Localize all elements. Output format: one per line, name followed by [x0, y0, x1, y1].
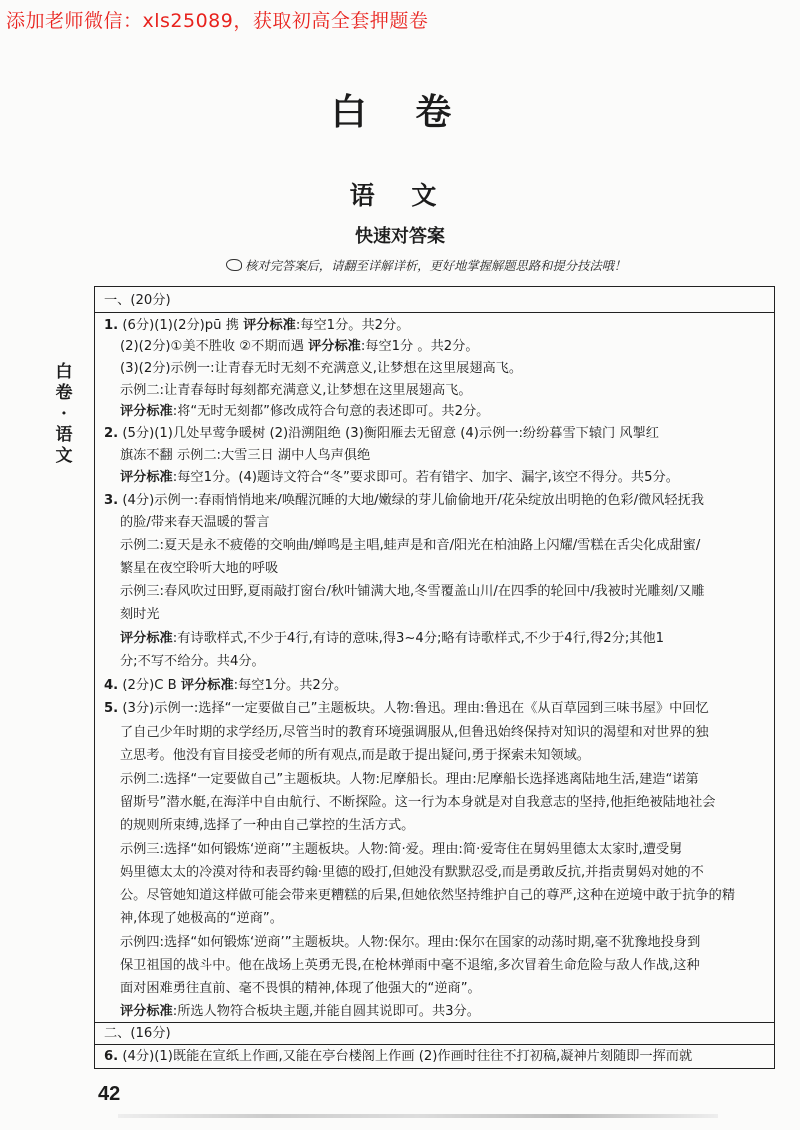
line-text: (6分)(1)(2分)pū 携 [122, 318, 244, 333]
line-text: :每空1分。(4)题诗文符合“冬”要求即可。若有错字、加字、漏字,该空不得分。共5分。 [172, 470, 679, 485]
answer-line [104, 677, 347, 695]
scoring-label: 评分标准 [308, 339, 361, 354]
answer-line: 留斯号”潜水艇,在海洋中自由航行、不断探险。这一行为本身就是对自我意志的坚持,他拒绝被陆地社会 [120, 795, 716, 810]
side-tab-char: 语 [55, 425, 73, 445]
answer-line: 立思考。他没有盲目接受老师的所有观点,而是敢于提出疑问,勇于探索未知领域。 [120, 748, 590, 763]
answer-line: 神,体现了她极高的“逆商”。 [120, 911, 283, 926]
answer-line [120, 469, 679, 487]
side-tab-char: 卷 [55, 383, 73, 403]
answer-line: 了自己少年时期的求学经历,尽管当时的教育环境强调服从,但鲁迅始终保持对知识的渴望和对世界的独 [120, 725, 709, 740]
answer-line [120, 338, 479, 356]
answer-line: 旗冻不翻 示例二:大雪三日 湖中人鸟声俱绝 [120, 448, 371, 463]
answer-line [104, 492, 704, 510]
answer-line [104, 425, 659, 443]
answer-line: 刻时光 [120, 607, 160, 622]
question-number: 5. [104, 701, 119, 716]
line-text: :有诗歌样式,不少于4行,有诗的意味,得3~4分;略有诗歌样式,不少于4行,得2分;其他1 [172, 631, 665, 646]
question-number: 2. [104, 426, 119, 441]
section-divider [94, 312, 775, 313]
side-tab-char: · [61, 404, 67, 424]
answer-line: (3)(2分)示例一:让青春无时无刻不充满意义,让梦想在这里展翅高飞。 [120, 361, 523, 376]
answer-line: 示例四:选择“如何锻炼‘逆商’”主题板块。人物:保尔。理由:保尔在国家的动荡时期,毫不犹豫地投身到 [120, 935, 701, 950]
answer-line [104, 1048, 692, 1066]
answers-title: 快速对答案 [355, 226, 445, 247]
scoring-label: 评分标准 [243, 318, 296, 333]
answer-line: 示例三:选择“如何锻炼‘逆商’”主题板块。人物:简·爱。理由:简·爱寄住在舅妈里德太太家时,遭受舅 [120, 842, 683, 857]
main-title: 白 卷 [330, 91, 470, 133]
line-text: :每空1分。共2分。 [233, 678, 348, 693]
answer-line [104, 317, 409, 335]
question-number: 4. [104, 678, 119, 693]
side-tab-char: 白 [55, 362, 73, 382]
answer-line [120, 1003, 480, 1021]
line-text: (5分)(1)几处早莺争暖树 (2)沿溯阻绝 (3)衡阳雁去无留意 (4)示例一:纷纷暮雪下辕门 风掣红 [122, 426, 659, 441]
answer-line: 的脸/带来春天温暖的誓言 [120, 515, 270, 530]
scoring-label: 评分标准 [180, 678, 234, 693]
side-tab-char: 文 [55, 446, 73, 466]
line-text: (2)(2分)①美不胜收 ②不期而遇 [120, 339, 309, 354]
subject-title: 语 文 [349, 181, 451, 210]
answer-line: 面对困难勇往直前、毫不畏惧的精神,体现了他强大的“逆商”。 [120, 981, 481, 996]
line-text: (2分)C B [122, 678, 181, 693]
line-text: :将“无时无刻都”修改成符合句意的表述即可。共2分。 [172, 404, 490, 419]
footer-strip [118, 1114, 718, 1118]
answer-line: 的规则所束缚,选择了一种由自己掌控的生活方式。 [120, 818, 415, 833]
scoring-label: 评分标准 [120, 470, 173, 485]
answer-line: 分;不写不给分。共4分。 [120, 654, 265, 669]
answer-line: 示例三:春风吹过田野,夏雨敲打窗台/秋叶铺满大地,冬雪覆盖山川/在四季的轮回中/我被时光雕刻/又雕 [120, 584, 705, 599]
question-number: 6. [104, 1049, 119, 1064]
line-text: (4分)(1)既能在宣纸上作画,又能在亭台楼阁上作画 (2)作画时往往不打初稿,凝神片刻随即一挥而就 [122, 1049, 693, 1064]
question-number: 1. [104, 318, 119, 333]
line-text: :所选人物符合板块主题,并能自圆其说即可。共3分。 [172, 1004, 480, 1019]
scoring-label: 评分标准 [120, 1004, 173, 1019]
line-text: (4分)示例一:春雨悄悄地来/唤醒沉睡的大地/嫩绿的芽儿偷偷地开/花朵绽放出明艳的色彩/微风轻抚我 [122, 493, 704, 508]
answer-line [120, 403, 489, 421]
answer-line: 妈里德太太的冷漠对待和表哥约翰·里德的殴打,但她没有默默忍受,而是勇敢反抗,并指责舅妈对她的不 [120, 865, 704, 880]
answer-line: 示例二:选择“一定要做自己”主题板块。人物:尼摩船长。理由:尼摩船长选择逃离陆地生活,建造“诺第 [120, 772, 699, 787]
answer-line [120, 630, 664, 648]
section-header-one: 一、(20分) [104, 293, 171, 308]
section-divider [94, 1044, 775, 1045]
answer-line: 公。尽管她知道这样做可能会带来更糟糕的后果,但她依然坚持维护自己的尊严,这种在逆境中敢于抗争的精 [120, 888, 736, 903]
hint-label: 核对完答案后，请翻至详解详析，更好地掌握解题思路和提分技法哦！ [245, 259, 627, 273]
watermark-text: 添加老师微信：xls25089，获取初高全套押题卷 [6, 10, 429, 32]
page-number: 42 [98, 1083, 121, 1105]
hand-pointer-icon [226, 259, 242, 271]
answer-line: 示例二:让青春每时每刻都充满意义,让梦想在这里展翅高飞。 [120, 383, 472, 398]
question-number: 3. [104, 493, 119, 508]
answer-line: 保卫祖国的战斗中。他在战场上英勇无畏,在枪林弹雨中毫不退缩,多次冒着生命危险与敌人作战,这种 [120, 958, 700, 973]
answer-line [104, 700, 709, 718]
scoring-label: 评分标准 [120, 631, 173, 646]
answer-line: 繁星在夜空聆听大地的呼吸 [120, 561, 279, 576]
line-text: :每空1分。共2分。 [295, 318, 410, 333]
line-text: :每空1分 。共2分。 [360, 339, 479, 354]
hint-text [226, 256, 626, 274]
answer-line: 示例二:夏天是永不疲倦的交响曲/蝉鸣是主唱,蛙声是和音/阳光在柏油路上闪耀/雪糕在舌尖化成甜蜜/ [120, 538, 701, 553]
line-text: (3分)示例一:选择“一定要做自己”主题板块。人物:鲁迅。理由:鲁迅在《从百草园到三味书屋》中回忆 [122, 701, 709, 716]
scoring-label: 评分标准 [120, 404, 173, 419]
side-tab [52, 362, 76, 467]
section-divider [94, 1022, 775, 1023]
section-header-two: 二、(16分) [104, 1026, 171, 1041]
